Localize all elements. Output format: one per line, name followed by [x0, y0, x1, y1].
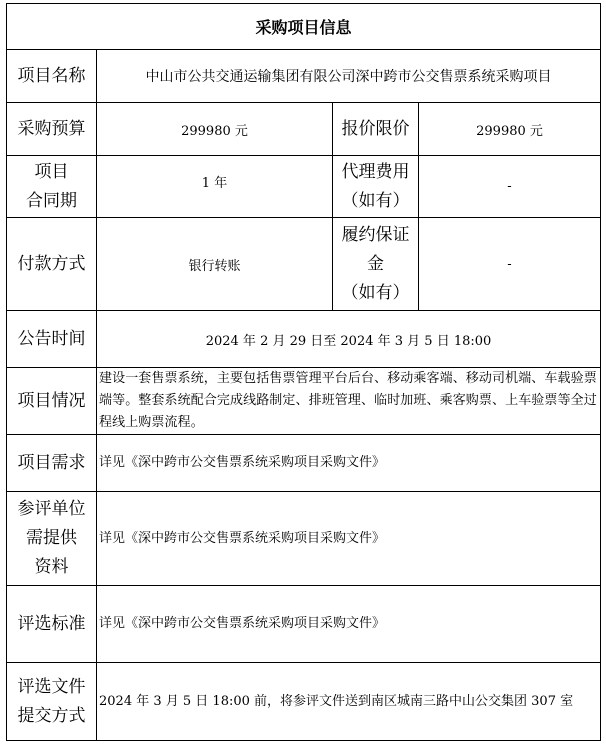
label-project-name: 项目名称 — [7, 50, 97, 103]
label-price-limit: 报价限价 — [333, 103, 419, 156]
procurement-info-table — [6, 3, 601, 741]
label-submission-method-line2: 提交方式 — [17, 705, 86, 726]
value-project-demand: 详见《深中跨市公交售票系统采购项目采购文件》 — [97, 435, 601, 492]
label-performance-bond-line2: 金 — [367, 253, 384, 274]
value-evaluation-criteria: 详见《深中跨市公交售票系统采购项目采购文件》 — [97, 586, 601, 663]
label-budget: 采购预算 — [7, 103, 97, 156]
label-performance-bond-line1: 履约保证 — [341, 224, 410, 245]
label-contract-period-line2: 合同期 — [26, 190, 77, 211]
label-required-materials-line3: 资料 — [34, 557, 69, 577]
label-performance-bond-line3: （如有） — [341, 282, 410, 303]
value-budget: 299980 元 — [97, 103, 333, 156]
value-agency-fee: - — [419, 156, 601, 218]
value-project-name: 中山市公共交通运输集团有限公司深中跨市公交售票系统采购项目 — [97, 50, 601, 103]
label-required-materials-line1: 参评单位 — [17, 499, 86, 519]
label-agency-fee-line2: （如有） — [341, 190, 410, 211]
label-evaluation-criteria: 评选标准 — [7, 586, 97, 663]
value-project-situation: 建设一套售票系统，主要包括售票管理平台后台、移动乘客端、移动司机端、车载验票端等。整套系统配合完成线路制定、排班管理、临时加班、乘客购票、上车验票等全过程线上购票流程。 — [97, 368, 601, 435]
label-submission-method-line1: 评选文件 — [17, 676, 86, 697]
label-submission-method — [7, 663, 97, 741]
label-agency-fee-line1: 代理费用 — [341, 161, 410, 182]
value-announcement-time: 2024 年 2 月 29 日至 2024 年 3 月 5 日 18:00 — [97, 311, 601, 368]
label-contract-period-line1: 项目 — [34, 161, 69, 182]
label-agency-fee — [333, 156, 419, 218]
value-contract-period: 1 年 — [97, 156, 333, 218]
label-project-demand: 项目需求 — [7, 435, 97, 492]
label-required-materials-line2: 需提供 — [26, 528, 77, 548]
label-payment-method: 付款方式 — [7, 218, 97, 311]
value-performance-bond: - — [419, 218, 601, 311]
value-price-limit: 299980 元 — [419, 103, 601, 156]
value-submission-method: 2024 年 3 月 5 日 18:00 前，将参评文件送到南区城南三路中山公交集团 307 室 — [97, 663, 601, 741]
table-title: 采购项目信息 — [7, 4, 601, 50]
label-contract-period — [7, 156, 97, 218]
value-payment-method: 银行转账 — [97, 218, 333, 311]
label-required-materials — [7, 492, 97, 586]
label-announcement-time: 公告时间 — [7, 311, 97, 368]
label-performance-bond — [333, 218, 419, 311]
value-required-materials: 详见《深中跨市公交售票系统采购项目采购文件》 — [97, 492, 601, 586]
label-project-situation: 项目情况 — [7, 368, 97, 435]
